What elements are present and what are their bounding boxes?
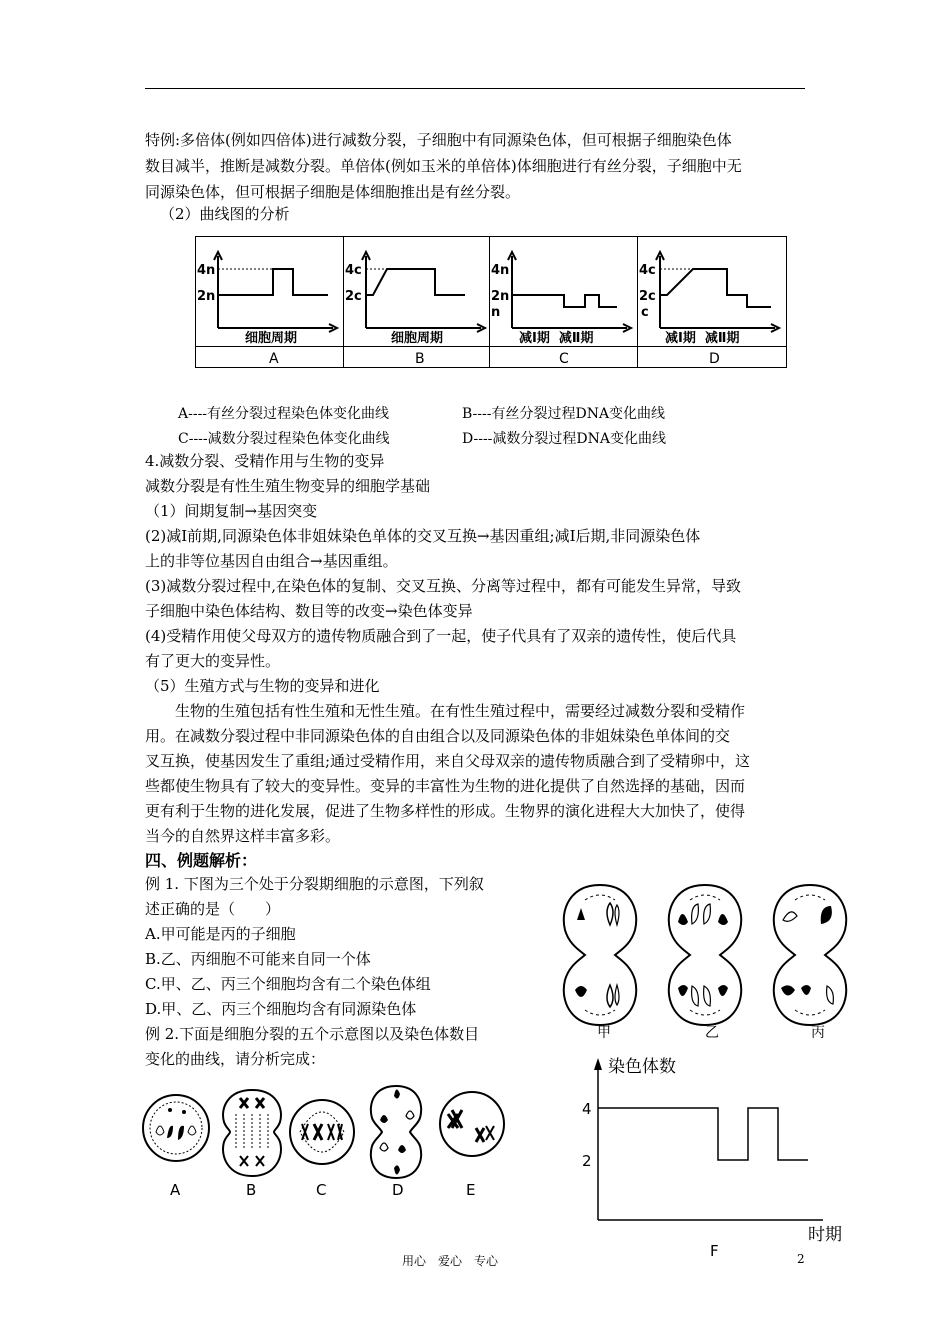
legend-b: B----有丝分裂过程DNA变化曲线: [462, 406, 666, 422]
section4-item-2-line-1: (2)减Ⅰ前期,同源染色体非姐妹染色单体的交叉互换→基因重组;减Ⅰ后期,非同源染色体: [145, 527, 701, 545]
example2-cells: [140, 1080, 520, 1210]
panel-b-y-label-2: 2c: [345, 289, 362, 304]
example1-option-a: A.甲可能是丙的子细胞: [145, 925, 296, 943]
f-chart-y-axis-arrow: [594, 1058, 602, 1070]
panel-c-y-label-1: 4n: [491, 263, 510, 278]
cell-e: [440, 1092, 504, 1199]
cell-label-c: C: [316, 1181, 327, 1199]
example1-line-2: 述正确的是（ ）: [145, 900, 281, 918]
section4-item-5-line-1: 生物的生殖包括有性生殖和无性生殖。在有性生殖过程中，需要经过减数分裂和受精作: [145, 702, 746, 720]
f-chart-x-label: 时期: [808, 1225, 842, 1245]
panel-c: [491, 252, 631, 367]
f-chart-tick-2: 2: [582, 1152, 592, 1170]
panel-d-y-label-3: c: [641, 305, 649, 320]
cell-label-d: D: [392, 1181, 404, 1199]
panel-b-letter: B: [415, 351, 425, 367]
section4-subtitle: 减数分裂是有性生殖生物变异的细胞学基础: [145, 477, 431, 495]
cell-label-bing: 丙: [811, 1025, 825, 1040]
legend-a: A----有丝分裂过程染色体变化曲线: [178, 406, 390, 422]
section4-item-5-line-4: 些都使生物具有了较大的变异性。变异的丰富性为生物的进化提供了自然选择的基础，因而: [145, 777, 746, 795]
f-chart-y-label: 染色体数: [608, 1057, 676, 1077]
example1-line-1: 例 1. 下图为三个处于分裂期细胞的示意图，下列叙: [145, 875, 484, 893]
cell-label-b: B: [246, 1181, 257, 1199]
panel-c-y-label-3: n: [491, 305, 501, 320]
section4-title: 4.减数分裂、受精作用与生物的变异: [145, 452, 385, 470]
curve-table: [195, 236, 787, 368]
example2-line-1: 例 2.下面是细胞分裂的五个示意图以及染色体数目: [145, 1025, 480, 1043]
example1-option-b: B.乙、丙细胞不可能来自同一个体: [145, 950, 371, 968]
panel-a-y-label-1: 4n: [197, 263, 216, 278]
section4-item-3-line-1: (3)减数分裂过程中,在染色体的复制、交叉互换、分离等过程中，都有可能发生异常，导致: [145, 577, 742, 595]
f-chart: [578, 1050, 858, 1265]
panel-d-y-label-2: 2c: [639, 289, 656, 304]
section4-item-5-line-6: 当今的自然界这样丰富多彩。: [145, 827, 341, 845]
legend-d: D----减数分裂过程DNA变化曲线: [462, 431, 666, 447]
special-case-line-2: 数目减半，推断是减数分裂。单倍体(例如玉米的单倍体)体细胞进行有丝分裂，子细胞中无: [145, 157, 742, 175]
panel-c-letter: C: [559, 351, 569, 367]
examples-heading: 四、例题解析：: [145, 851, 258, 870]
panel-d-x-label: 减Ⅰ期 减Ⅱ期: [665, 331, 740, 346]
panel-d-letter: D: [709, 351, 720, 367]
cell-c: [290, 1100, 354, 1199]
special-case-line-1: 特例:多倍体(例如四倍体)进行减数分裂，子细胞中有同源染色体，但可根据子细胞染色体: [145, 131, 732, 149]
section4-item-4-line-1: (4)受精作用使父母双方的遗传物质融合到了一起，使子代具有了双亲的遗传性，使后代具: [145, 627, 737, 645]
panel-a-letter: A: [269, 351, 279, 367]
cell-a: [143, 1095, 209, 1199]
example2-line-2: 变化的曲线，请分析完成：: [145, 1050, 326, 1068]
cell-label-jia: 甲: [597, 1025, 611, 1040]
section4-item-5-line-3: 叉互换，使基因发生了重组;通过受精作用，来自父母双亲的遗传物质融合到了受精卵中，这: [145, 752, 751, 770]
cell-label-e: E: [466, 1181, 476, 1199]
cell-b: [223, 1090, 281, 1199]
section4-item-1: （1）间期复制→基因突变: [145, 502, 318, 520]
panel-a-y-label-2: 2n: [197, 289, 216, 304]
cell-bing: [774, 885, 846, 1025]
section4-item-3-line-2: 子细胞中染色体结构、数目等的改变→染色体变异: [145, 602, 473, 620]
section4-item-2-line-2: 上的非等位基因自由组合→基因重组。: [145, 552, 398, 570]
section4-item-5-line-2: 用。在减数分裂过程中非同源染色体的自由组合以及同源染色体的非姐妹染色单体间的交: [145, 727, 731, 745]
panel-c-x-label: 减Ⅰ期 减Ⅱ期: [519, 331, 594, 346]
example1-option-d: D.甲、乙、丙三个细胞均含有同源染色体: [145, 1000, 417, 1018]
f-chart-caption: F: [710, 1242, 719, 1260]
footer-text: 用心 爱心 专心: [402, 1254, 499, 1268]
section4-item-5-line-5: 更有利于生物的进化发展，促进了生物多样性的形成。生物界的演化进程大大加快了，使得: [145, 802, 746, 820]
panel-c-y-label-2: 2n: [491, 289, 510, 304]
special-case-line-3: 同源染色体，但可根据子细胞是体细胞推出是有丝分裂。: [145, 183, 521, 201]
panel-b-x-label: 细胞周期: [391, 331, 444, 346]
panel-d-y-label-1: 4c: [639, 263, 656, 278]
panel-d: [639, 252, 779, 367]
cell-jia: [564, 885, 636, 1025]
f-chart-series-line: [598, 1108, 808, 1160]
example1-option-c: C.甲、乙、丙三个细胞均含有二个染色体组: [145, 975, 431, 993]
panel-b: [345, 252, 485, 367]
section4-item-4-line-2: 有了更大的变异性。: [145, 652, 281, 670]
footer-page-number: 2: [797, 1252, 805, 1266]
cell-yi: [669, 885, 741, 1025]
header-rule: [145, 88, 805, 89]
curve-section-heading: （2）曲线图的分析: [160, 205, 290, 223]
legend-c: C----减数分裂过程染色体变化曲线: [178, 431, 390, 447]
example1-cells: [555, 880, 855, 1040]
cell-d: [371, 1086, 421, 1199]
panel-a-x-label: 细胞周期: [245, 331, 298, 346]
cell-label-a: A: [170, 1181, 181, 1199]
cell-label-yi: 乙: [705, 1025, 719, 1040]
f-chart-tick-4: 4: [582, 1100, 592, 1118]
panel-a: [197, 252, 337, 367]
panel-b-y-label-1: 4c: [345, 263, 362, 278]
section4-item-5-title: （5）生殖方式与生物的变异和进化: [145, 677, 380, 695]
